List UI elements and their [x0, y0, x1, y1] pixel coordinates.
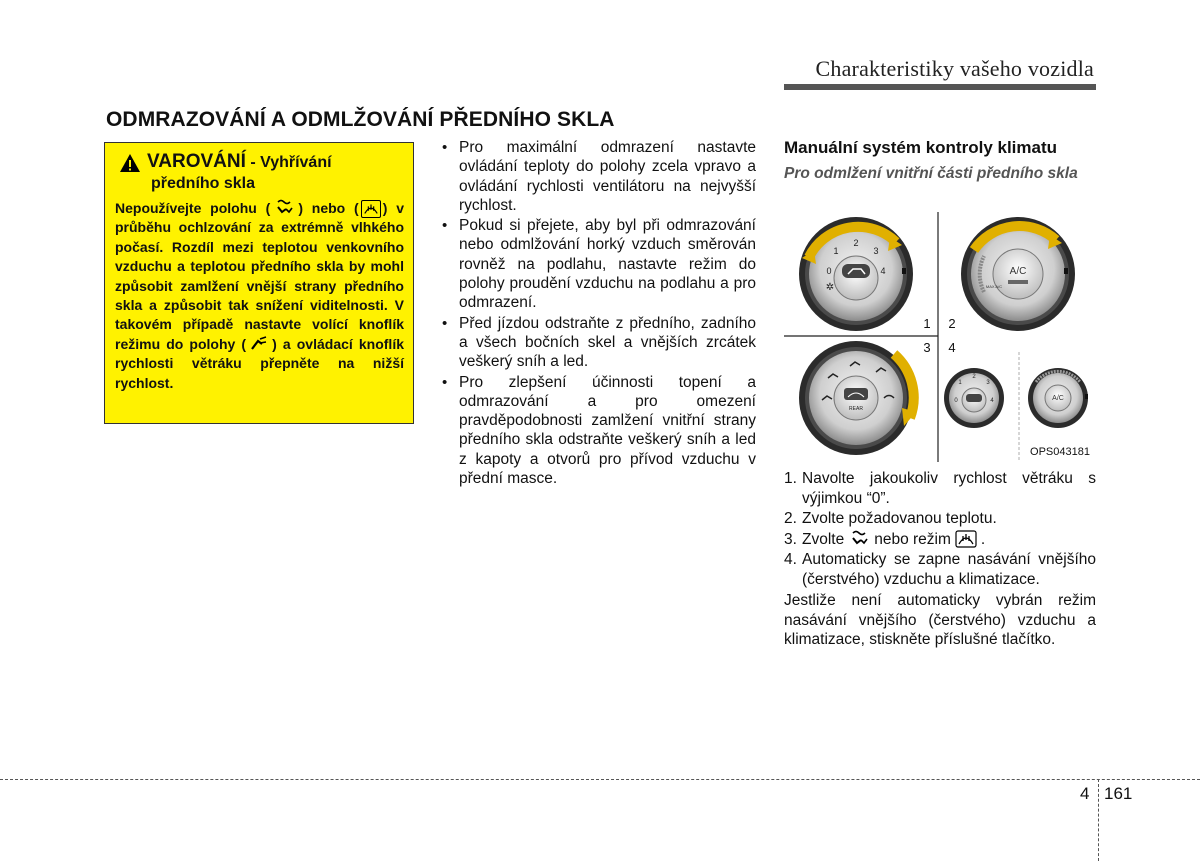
svg-text:3: 3: [986, 380, 990, 386]
warning-box: [104, 142, 414, 424]
warning-text-4: ) a ovládací knoflík rychlosti větráku přepněte na nižší rychlost.: [115, 335, 404, 391]
header-title: Charakteristiky vašeho vozidla: [815, 56, 1094, 81]
list-item: • Před jízdou odstraňte z předního, zadního a všech bočních skel a vnějších zrcátek veškerý sníh a led.: [440, 314, 756, 372]
climate-heading: Manuální systém kontroly klimatu: [784, 138, 1058, 157]
defrost-floor-icon: [848, 530, 870, 548]
warning-text-1: Nepoužívejte polohu (: [115, 200, 271, 216]
steps-list: [784, 469, 1096, 650]
list-item: 1. Navolte jakoukoliv rychlost větráku s výjimkou “0”.: [784, 470, 1096, 507]
warning-heading: [115, 151, 404, 173]
svg-text:A/C: A/C: [1052, 395, 1064, 402]
defrost-floor-icon: [272, 199, 296, 217]
climate-control-figure: [784, 212, 1096, 462]
list-item: 3. Zvolte nebo režim .: [784, 530, 986, 548]
right-column: [784, 138, 1096, 183]
bullet-list: [440, 138, 756, 489]
front-defrost-icon: [361, 200, 381, 218]
svg-text:4: 4: [990, 398, 994, 404]
svg-text:REAR: REAR: [849, 406, 863, 412]
warning-word: VAROVÁNÍ: [147, 151, 246, 172]
footer-vertical-divider: [1098, 779, 1099, 861]
section-title: ODMRAZOVÁNÍ A ODMLŽOVÁNÍ PŘEDNÍHO SKLA: [106, 108, 615, 131]
svg-text:0: 0: [826, 266, 832, 276]
svg-text:✲: ✲: [825, 282, 835, 293]
control-knobs-illustration: [784, 212, 1096, 462]
svg-text:1: 1: [923, 316, 931, 331]
list-item: 4. Automaticky se zapne nasávání vnějšího (čerstvého) vzduchu a klimatizace.: [784, 551, 1096, 588]
front-defrost-icon: [955, 530, 977, 548]
warning-subtitle: - Vyhřívání: [245, 154, 332, 171]
svg-text:1: 1: [958, 380, 962, 386]
chapter-number: 4: [1080, 784, 1090, 803]
warning-subtitle-line2: předního skla: [151, 175, 256, 192]
list-item: • Pro maximální odmrazení nastavte ovládání teploty do polohy zcela vpravo a ovládání rychlosti ventilátoru na nejvyšší rychlost.: [440, 138, 756, 215]
svg-text:2: 2: [853, 238, 859, 248]
svg-text:4: 4: [948, 340, 956, 355]
svg-text:1: 1: [833, 246, 839, 256]
list-item: • Pokud si přejete, aby byl při odmrazování nebo odmlžování horký vzduch směrován rovněž na podlahu, nastavte režim do polohy proudění vzduchu na podlahu a pro odmrazení.: [440, 216, 756, 312]
figure-code: OPS043181: [1030, 446, 1090, 458]
climate-subheading: Pro odmlžení vnitřní části předního skla: [784, 165, 1078, 182]
face-vent-icon: [248, 335, 270, 353]
warning-text-3: ) v průběhu ochlzování za extrémně vlhkého počasí. Rozdíl mezi teplotou venkovního vzduchu a teplotou předního skla by mohl způsobit zamlžení vnější strany předního skla a způsobit tak snížení viditelnosti. V takovém případě nastavte volící knoflík režimu do polohy (: [115, 200, 405, 352]
svg-text:2: 2: [948, 316, 956, 331]
footer-divider: [0, 779, 1200, 780]
header-rule: [784, 84, 1096, 90]
svg-text:MAX A/C: MAX A/C: [985, 284, 1003, 289]
svg-text:0: 0: [954, 398, 958, 404]
warning-body: [115, 199, 404, 393]
svg-text:4: 4: [880, 266, 886, 276]
list-item: • Pro zlepšení účinnosti topení a odmrazování a pro omezení pravděpodobnosti zamlžení vnitřní strany předního skla odstraňte veškerý sníh a led z kapoty a otvorů pro přívod vzduchu v přední masce.: [440, 373, 756, 489]
steps-note: Jestliže není automaticky vybrán režim nasávání vnějšího (čerstvého) vzduchu a klimatizace, stiskněte příslušné tlačítko.: [784, 592, 1096, 648]
list-item: 2. Zvolte požadovanou teplotu.: [784, 510, 997, 527]
svg-text:A/C: A/C: [1009, 266, 1027, 277]
svg-text:3: 3: [873, 246, 879, 256]
page-number: 161: [1104, 784, 1133, 803]
svg-text:3: 3: [923, 340, 931, 355]
warning-triangle-icon: [119, 153, 141, 173]
warning-text-2: ) nebo (: [298, 200, 359, 216]
svg-text:2: 2: [972, 374, 976, 380]
